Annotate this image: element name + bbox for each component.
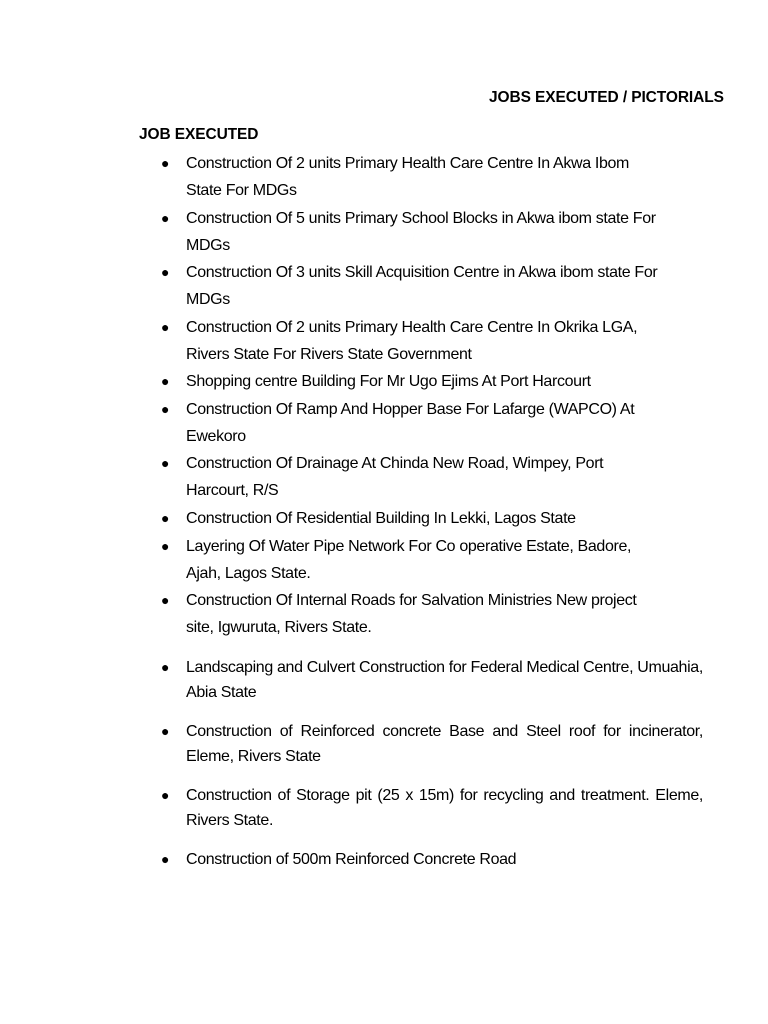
bullet-icon: ● [161,210,170,226]
bullet-icon: ● [161,319,170,335]
job-item-1 [161,150,666,204]
job-text: Construction Of Drainage At Chinda New Road, Wimpey, Port Harcourt, R/S [186,455,604,499]
bullet-icon: ● [161,455,170,471]
job-item-13 [161,783,703,833]
job-item-4 [161,314,666,368]
bullet-icon: ● [161,723,170,739]
bullet-icon: ● [161,401,170,417]
job-item-6 [161,396,666,450]
bullet-icon: ● [161,538,170,554]
job-text: Construction Of 2 units Primary Health Care Centre In Okrika LGA, Rivers State For Rivers State Government [186,319,638,363]
bullet-icon: ● [161,787,170,803]
job-text: Construction Of 2 units Primary Health Care Centre In Akwa Ibom State For MDGs [186,155,630,199]
job-text: Construction Of Internal Roads for Salvation Ministries New project site, Igwuruta, Rivers State. [186,592,637,636]
job-item-11 [161,655,703,705]
bullet-icon: ● [161,155,170,171]
job-item-3 [161,259,666,313]
job-text: Construction of 500m Reinforced Concrete Road [186,851,517,868]
job-text: Construction Of Residential Building In Lekki, Lagos State [186,510,576,527]
job-text: Construction of Storage pit (25 x 15m) for recycling and treatment. Eleme, Rivers State. [186,787,703,829]
job-text: Layering Of Water Pipe Network For Co operative Estate, Badore, Ajah, Lagos State. [186,538,632,582]
job-text: Construction of Reinforced concrete Base and Steel roof for incinerator, Eleme, Rivers State [186,723,703,765]
job-item-8 [161,505,666,532]
section-title: JOB EXECUTED [139,126,259,143]
job-item-9 [161,533,666,587]
job-item-5 [161,368,666,395]
job-item-10 [161,587,666,641]
bullet-icon: ● [161,659,170,675]
job-item-2 [161,205,666,259]
bullet-icon: ● [161,592,170,608]
job-text: Construction Of 3 units Skill Acquisition Centre in Akwa ibom state For MDGs [186,264,658,308]
job-text: Construction Of 5 units Primary School Blocks in Akwa ibom state For MDGs [186,210,656,254]
bullet-icon: ● [161,264,170,280]
job-item-7 [161,450,666,504]
page-header-title: JOBS EXECUTED / PICTORIALS [489,89,724,106]
job-text: Landscaping and Culvert Construction for Federal Medical Centre, Umuahia, Abia State [186,659,703,701]
bullet-icon: ● [161,373,170,389]
bullet-icon: ● [161,851,170,867]
job-item-12 [161,719,703,769]
job-text: Shopping centre Building For Mr Ugo Ejims At Port Harcourt [186,373,591,390]
job-item-14 [161,847,703,872]
bullet-icon: ● [161,510,170,526]
job-text: Construction Of Ramp And Hopper Base For Lafarge (WAPCO) At Ewekoro [186,401,635,445]
